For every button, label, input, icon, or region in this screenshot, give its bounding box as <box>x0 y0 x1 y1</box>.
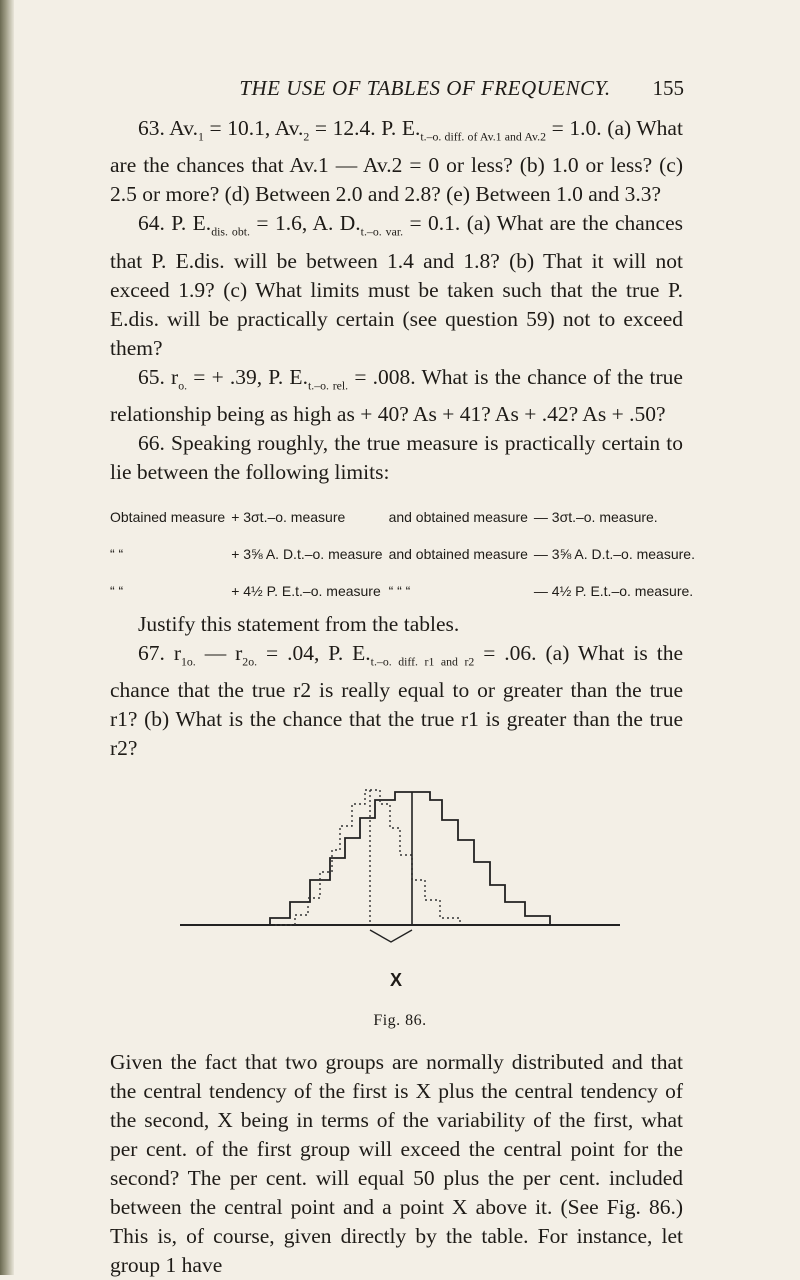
running-header <box>168 76 682 106</box>
question-67: 67. $r_{1o.}$ — $r_{2o.} = .04$, P. $E._{t.-o. diff. r1 and r2} = .06$. (a) What is the chance that the true r2 is really equal to or greater than the true r1? (b) What is the chance that the true r1 is greater than the true r2? <box>110 640 683 761</box>
limits-cell: Obtained measure <box>110 508 226 525</box>
figure-86 <box>180 780 620 930</box>
page-edge <box>0 0 14 1275</box>
limits-cell: + 4½ P. E.t.–o. measure <box>231 582 381 599</box>
limits-row <box>110 536 701 573</box>
running-title: THE USE OF TABLES OF FREQUENCY. <box>239 76 611 100</box>
limits-cell: “ “ <box>110 545 124 562</box>
question-66: 66. Speaking roughly, the true measure is practically certain to lie between the following limits: <box>110 430 683 484</box>
bottom-paragraph: Given the fact that two groups are normally distributed and that the central tendency of the first is X plus the central tendency of the second, X being in terms of the variability of the first, what per cent. of the first group will exceed the central point for the second? The per cent. will equal 50 plus the per cent. included between the central point and a point X above it. (See Fig. 86.) This is, of course, given directly by the table. For instance, let group 1 have <box>110 1050 683 1277</box>
limits-cell: — 4½ P. E.t.–o. measure. <box>533 582 694 599</box>
limits-cell: — 3⅝ A. D.t.–o. measure. <box>533 545 695 562</box>
limits-row <box>110 499 701 536</box>
dotted-distribution <box>275 790 460 925</box>
limits-cell: + 3⅝ A. D.t.–o. measure <box>231 545 383 562</box>
limits-cell: — 3σt.–o. measure. <box>533 508 658 525</box>
limits-cell: “ “ <box>110 582 124 599</box>
page-number: 155 <box>652 76 684 100</box>
stepped-distribution-figure <box>180 780 620 950</box>
limits-cell: and obtained measure <box>388 508 528 525</box>
limits-cell: “ “ “ <box>388 582 411 599</box>
solid-distribution <box>220 792 620 925</box>
question-67-text: (a) What is the chance that the true r2 is really equal to or greater than the true r1? (b) What is the chance that the true r1 is greater than the true r2? <box>110 640 683 761</box>
question-65-text: What is the chance of the true relationship being as high as + 40? As + 41? As + .42? As + .50? <box>110 364 683 426</box>
question-63: 63. $Av._1 = 10.1$, $Av._2 = 12.4$. P. $E._{t.-o. diff. of Av.1 and Av.2} = 1.0$. (a) What are the chances that Av.1 — Av.2 = 0 or less? (b) 1.0 or less? (c) 2.5 or more? (d) Between 2.0 and 2.8? (e) Between 1.0 and 3.3? <box>110 116 683 207</box>
questions-block <box>110 114 695 763</box>
question-64: 64. P. $E._{dis. obt.} = 1.6$, A. $D._{t.-o. var.} = 0.1$. (a) What are the chances that P. E.dis. will be between 1.4 and 1.8? (b) That it will not exceed 1.9? (c) What limits must be taken such that the true P. E.dis. will be practically certain (see question 59) not to exceed them? <box>110 211 683 360</box>
limits-cell: + 3σt.–o. measure <box>231 508 346 525</box>
question-64-text: (a) What are the chances that P. E.dis. will be between 1.4 and 1.8? (b) That it will not exceed 1.9? (c) What limits must be taken such that the true P. E.dis. will be practically certain (see question 59) not to exceed them? <box>110 211 683 360</box>
question-65: 65. $r_{o.}$ = + .39, P. $E._{t.-o. rel.} = .008$. What is the chance of the true relationship being as high as + 40? As + 41? As + .42? As + .50? <box>110 364 683 426</box>
justify-line: Justify this statement from the tables. <box>138 611 460 636</box>
limits-table <box>110 499 701 610</box>
limits-row <box>110 573 701 610</box>
figure-caption: Fig. 86. <box>373 1012 427 1029</box>
question-63-text: (a) What are the chances that Av.1 — Av.2 = 0 or less? (b) 1.0 or less? (c) 2.5 or more? (d) Between 2.0 and 2.8? (e) Between 1.0 and 3.3? <box>110 116 683 207</box>
limits-cell: and obtained measure <box>388 545 528 562</box>
figure-x-label: X <box>390 970 403 990</box>
x-brace <box>370 930 412 942</box>
